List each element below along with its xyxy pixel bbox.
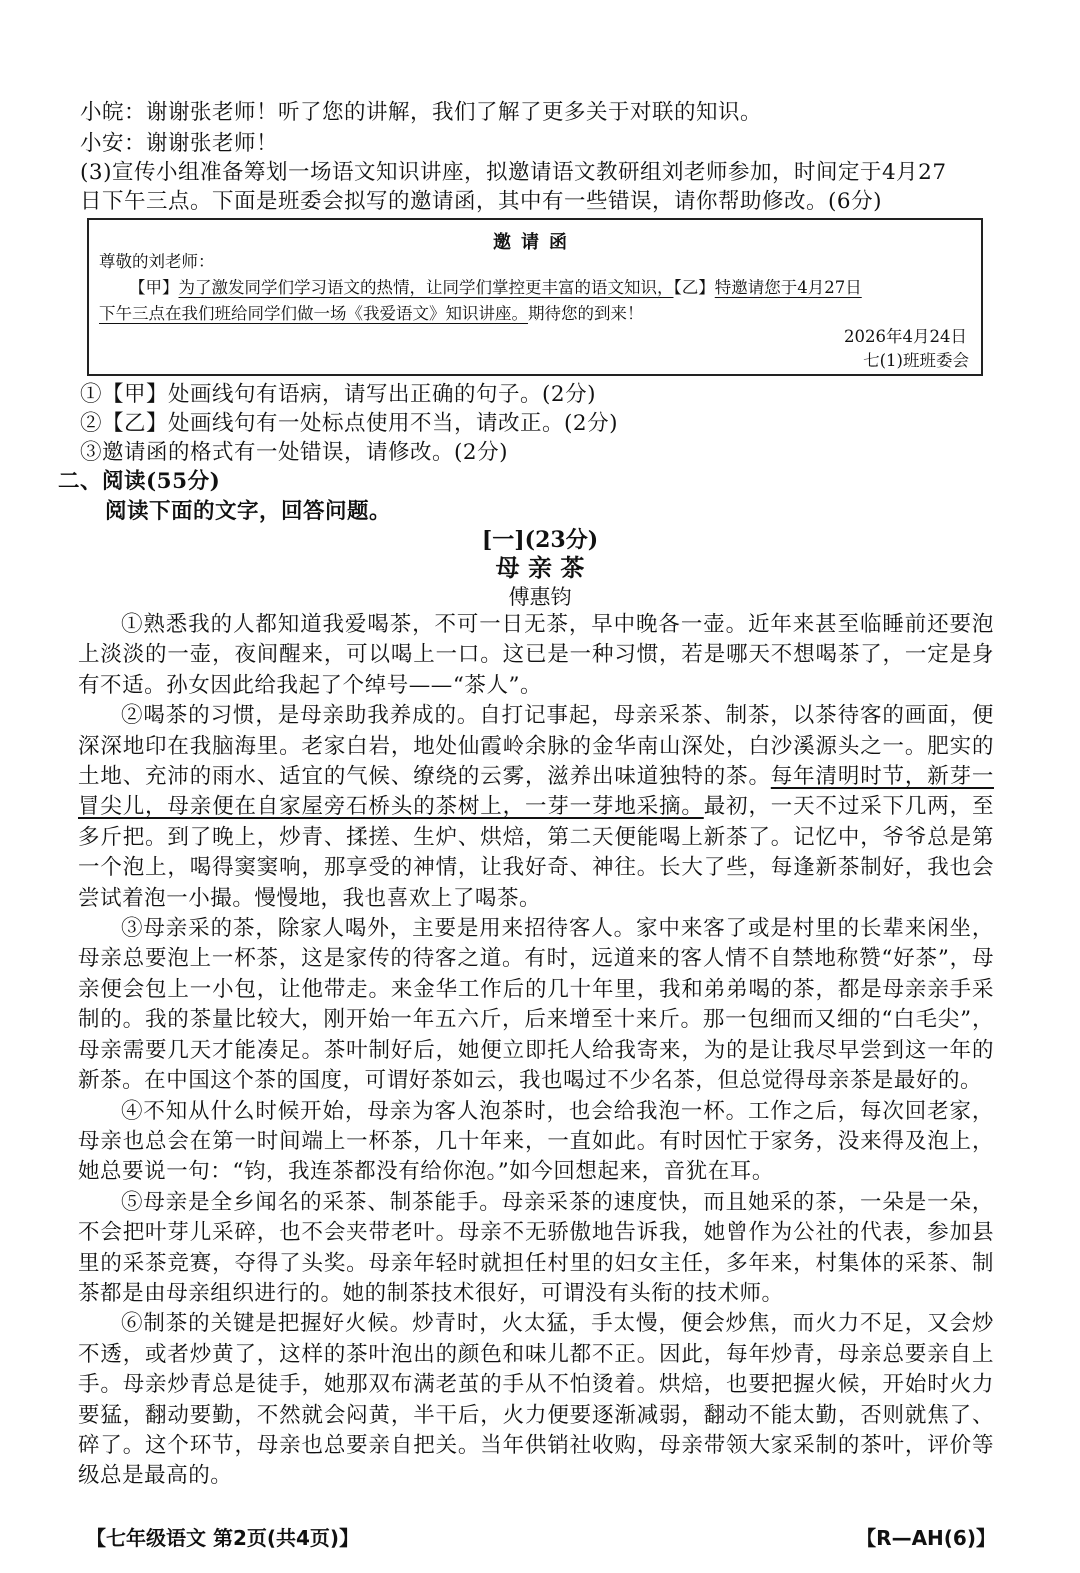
invitation-signature: 七(1)班班委会 [863, 351, 969, 370]
article-body [78, 610, 994, 1492]
paragraph-3: ③母亲采的茶，除家人喝外，主要是用来招待客人。家中来客了或是村里的长辈来闲坐，母亲总要泡上一杯茶，这是家传的待客之道。有时，远道来的客人情不自禁地称赞“好茶”，母亲便会包上一小包，让他带走。来金华工作后的几十年里，我和弟弟喝的茶，都是母亲亲手采制的。我的茶量比较大，刚开始一年五六斤，后来增至十来斤。那一包细而又细的“白毛尖”，母亲需要几天才能凑足。茶叶制好后，她便立即托人给我寄来，为的是让我尽早尝到这一年的新茶。在中国这个茶的国度，可谓好茶如云，我也喝过不少名茶，但总觉得母亲茶是最好的。 [78, 916, 994, 1094]
paragraph-2 [78, 701, 994, 914]
section2-heading: 二、阅读(55分) [58, 469, 221, 494]
paragraph-6: ⑥制茶的关键是把握好火候。炒青时，火太猛，手太慢，便会炒焦，而火力不足，又会炒不透，或者炒黄了，这样的茶叶泡出的颜色和味儿都不正。因此，每年炒青，母亲总要亲自上手。母亲炒青总是徒手，她那双布满老茧的手从不怕烫着。烘焙，也要把握火候，开始时火力要猛，翻动要勤，不然就会闷黄，半干后，火力便要逐渐减弱，翻动不能太勤，否则就焦了、碎了。这个环节，母亲也总要亲自把关。当年供销社收购，母亲带领大家采制的茶叶，评价等级总是最高的。 [78, 1311, 994, 1489]
footer-left: 【七年级语文 第2页(共4页)】 [86, 1526, 360, 1550]
invitation-salutation: 尊敬的刘老师： [99, 252, 215, 271]
subquestion-2: ②【乙】处画线句有一处标点使用不当，请改正。(2分) [80, 411, 618, 436]
jia-sentence: 为了激发同学们学习语文的热情，让同学们掌控更丰富的语文知识， [178, 278, 674, 297]
paragraph-4: ④不知从什么时候开始，母亲为客人泡茶时，也会给我泡一杯。工作之后，每次回老家，母亲也总会在第一时间端上一杯茶，几十年来，一直如此。有时因忙于家务，没来得及泡上，她总要说一句：“钧，我连茶都没有给你泡。”如今回想起来，音犹在耳。 [78, 1098, 994, 1185]
paragraph-2-part-b: 最初，一天不过采下几两，至多斤把。到了晚上，炒青、揉搓、生炉、烘焙，第二天便能喝上新茶了。记忆中，爷爷总是第一个泡上，喝得窦窦响，那享受的神情，让我好奇、神往。长大了些，每逢新茶制好，我也会尝试着泡一小撮。慢慢地，我也喜欢上了喝茶。 [78, 794, 994, 911]
article-author: 傅惠钧 [508, 585, 572, 609]
invitation-line-1 [129, 274, 862, 301]
invitation-line-2-underlined: 下午三点在我们班给同学们做一场《我爱语文》知识讲座。 [99, 304, 528, 323]
invitation-box [87, 218, 983, 376]
footer-right: 【R—AH(6)】 [856, 1526, 996, 1550]
dialogue-line-2: 小安：谢谢张老师！ [80, 131, 279, 156]
invitation-line-2-rest: 期待您的到来！ [528, 304, 644, 323]
yi-label: 【乙】 [673, 278, 715, 297]
question3-line-2: 日下午三点。下面是班委会拟写的邀请函，其中有一些错误，请你帮助修改。(6分) [80, 189, 882, 214]
paragraph-1: ①熟悉我的人都知道我爱喝茶，不可一日无茶，早中晚各一壶。近年来甚至临睡前还要泡上淡淡的一壶，夜间醒来，可以喝上一口。这已是一种习惯，若是哪天不想喝茶了，一定是身有不适。孙女因此给我起了个绰号——“茶人”。 [78, 612, 994, 698]
paragraph-2-underlined: 每年清明时节，新芽一冒尖儿，母亲便在自家屋旁石桥头的茶树上，一芽一芽地采摘。 [78, 764, 994, 820]
invitation-line-2 [99, 300, 644, 327]
invitation-title: 邀请函 [493, 232, 577, 253]
jia-label: 【甲】 [129, 278, 179, 297]
yi-sentence: 特邀请您于4月27日 [714, 278, 862, 297]
paragraph-5: ⑤母亲是全乡闻名的采茶、制茶能手。母亲采茶的速度快，而且她采的茶，一朵是一朵，不会把叶芽儿采碎，也不会夹带老叶。母亲不无骄傲地告诉我，她曾作为公社的代表，参加县里的采茶竞赛，夺得了头奖。母亲年轻时就担任村里的妇女主任，多年来，村集体的采茶、制茶都是由母亲组织进行的。她的制茶技术很好，可谓没有头衔的技术师。 [78, 1189, 994, 1306]
invitation-date: 2026年4月24日 [844, 327, 967, 346]
question3-line-1: (3)宣传小组准备筹划一场语文知识讲座，拟邀请语文教研组刘老师参加，时间定于4月27 [80, 160, 947, 185]
section2-instruction: 阅读下面的文字，回答问题。 [105, 499, 392, 524]
part-heading: [一](23分) [481, 527, 599, 553]
paragraph-2-part-a: ②喝茶的习惯，是母亲助我养成的。自打记事起，母亲采茶、制茶，以茶待客的画面，便深深地印在我脑海里。老家白岩，地处仙霞岭余脉的金华南山深处，白沙溪源头之一。肥实的土地、充沛的雨水、适宜的气候、缭绕的云雾，滋养出味道独特的茶。 [78, 703, 994, 790]
article-title: 母 亲 茶 [495, 553, 585, 582]
subquestion-1: ①【甲】处画线句有语病，请写出正确的句子。(2分) [80, 382, 596, 407]
subquestion-3: ③邀请函的格式有一处错误，请修改。(2分) [80, 440, 508, 465]
dialogue-line-1: 小皖：谢谢张老师！听了您的讲解，我们了解了更多关于对联的知识。 [80, 100, 763, 125]
